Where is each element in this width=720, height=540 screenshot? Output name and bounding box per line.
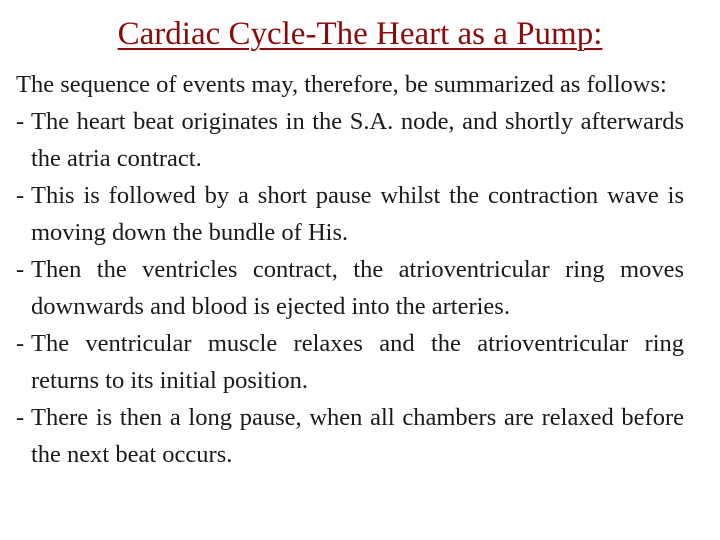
list-item-text: The heart beat originates in the S.A. node, and shortly afterwards the atria contract. [31,108,684,172]
list-item [16,103,684,177]
slide-content [16,66,684,473]
bullet-dash: - [16,330,25,357]
list-item [16,325,684,399]
slide-title-text: Cardiac Cycle-The Heart as a Pump: [117,16,603,52]
list-item [16,177,684,251]
list-item-text: This is followed by a short pause whilst the contraction wave is moving down the bundle of His. [31,182,684,246]
bullet-dash: - [16,256,25,283]
bullet-dash: - [16,404,25,431]
bullet-dash: - [16,108,25,135]
list-item-text: There is then a long pause, when all chambers are relaxed before the next beat occurs. [31,404,684,468]
slide-title [0,12,720,56]
list-item-text: Then the ventricles contract, the atrioventricular ring moves downwards and blood is ejected into the arteries. [31,256,684,320]
list-item [16,399,684,473]
list-item-text: The ventricular muscle relaxes and the atrioventricular ring returns to its initial position. [31,330,684,394]
bullet-dash: - [16,182,25,209]
list-item [16,251,684,325]
event-list [16,103,684,473]
intro-text: The sequence of events may, therefore, be summarized as follows: [16,71,667,98]
